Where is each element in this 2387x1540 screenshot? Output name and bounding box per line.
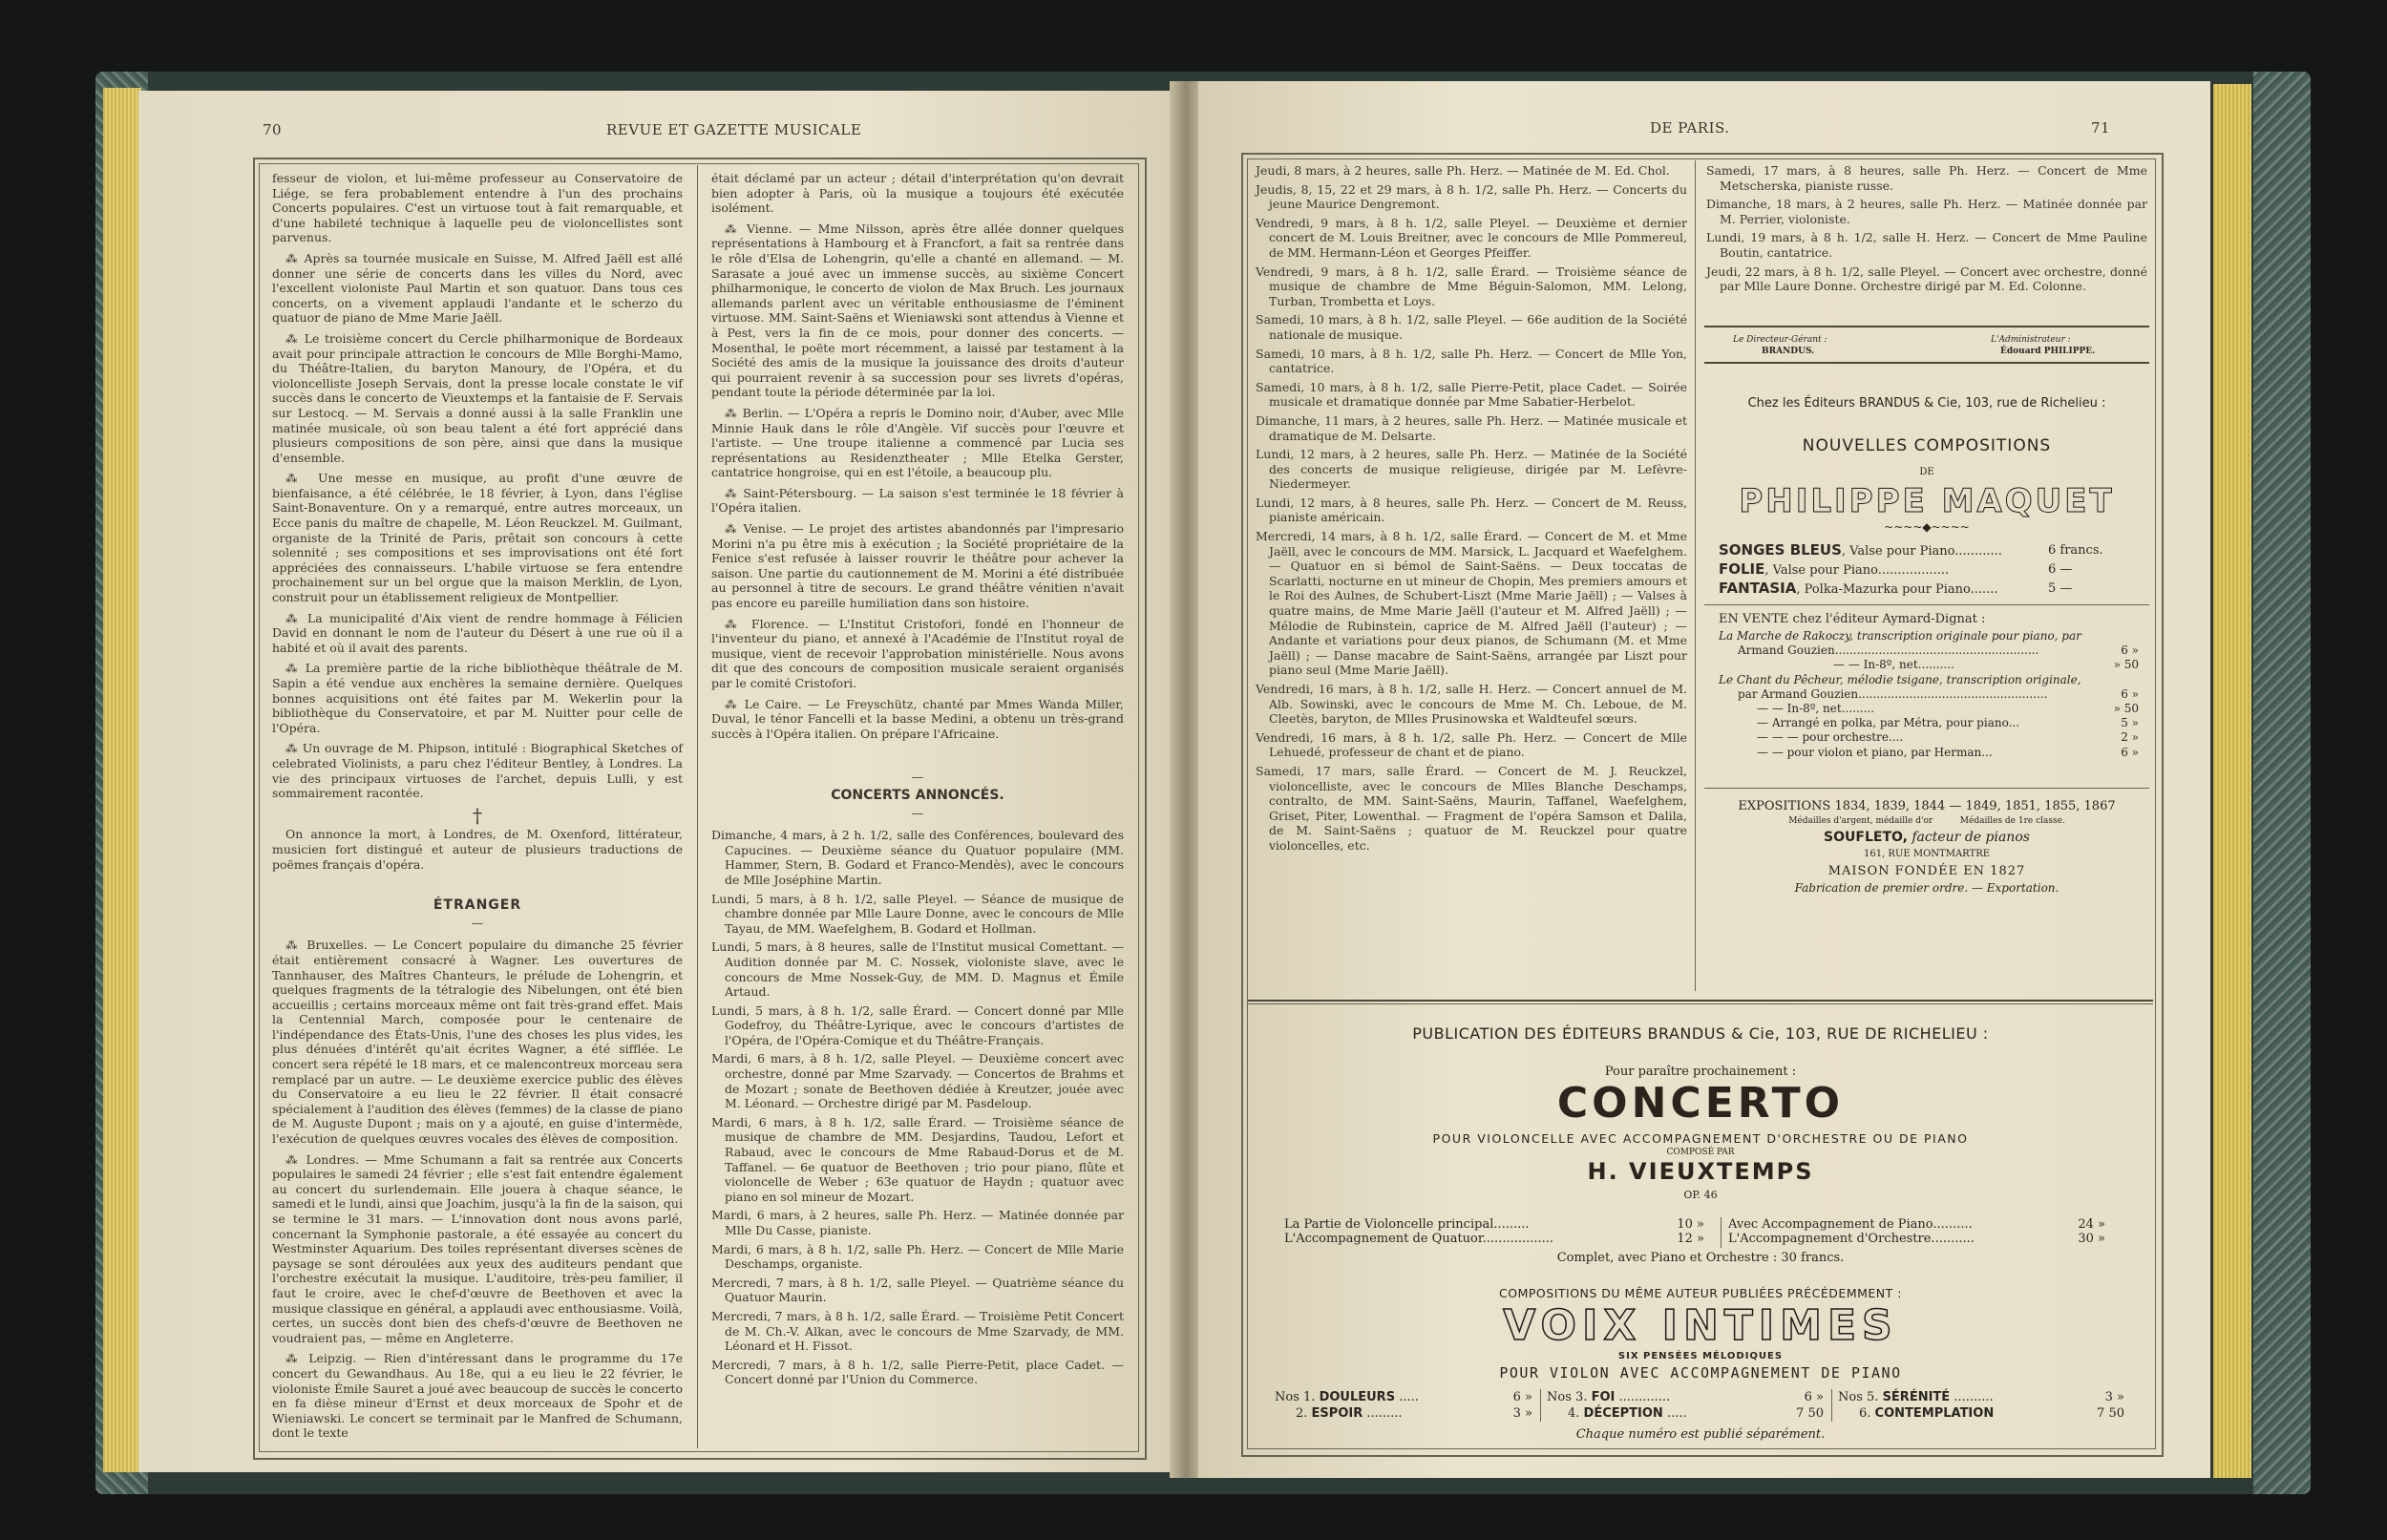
concert-entry: Mercredi, 7 mars, à 8 h. 1/2, salle Pleyel. — Quatrième séance du Quatuor Maurin. — [711, 1275, 1124, 1305]
administrator-name: Édouard PHILIPPE. — [2000, 347, 2096, 356]
concert-entry: Lundi, 12 mars, à 8 heures, salle Ph. Herz. — Concert de M. Reuss, pianiste américain. — [1256, 495, 1687, 525]
maquet-item-title: FANTASIA — [1719, 580, 1797, 597]
concert-entry: Samedi, 17 mars, à 8 heures, salle Ph. Herz. — Concert de Mme Metscherska, pianiste russe. — [1706, 163, 2147, 193]
paragraph: ⁂ Berlin. — L'Opéra a repris le Domino noir, d'Auber, avec Mlle Minnie Hauk dans le rôle d'Angèle. Vif succès pour l'œuvre et l'artiste. — Une troupe italienne a commencé par Lucia ses représentations au Residenztheater ; Mlle Etelka Gerster, cantatrice hongroise, qui en est l'étoile, a beaucoup plu. — [711, 405, 1124, 480]
price-label: L'Accompagnement de Quatuor.................. — [1284, 1232, 1554, 1246]
concert-entry: Lundi, 5 mars, à 8 heures, salle de l'Institut musical Comettant. — Audition donnée par M. C. Nossek, violoniste slave, avec le concours de Mme Nossek-Guy, de MM. D. Magnus et Émile Artaud. — [711, 939, 1124, 1000]
voix-intimes-subtitle-2: POUR VIOLON AVEC ACCOMPAGNEMENT DE PIANO — [1499, 1364, 1902, 1382]
paragraph: ⁂ Leipzig. — Rien d'intéressant dans le programme du 17e concert du Gewandhaus. Au 18e, qui a eu lieu le 22 février, le violoniste Émile Sauret a joué avec beaucoup de succès le concerto en fa dièse mineur d'Ernst et deux morceaux de Spohr et de Wieniawski. Le concert se terminait par le Manfred de Schumann, dont le texte — [272, 1351, 683, 1441]
maquet-subtitle: NOUVELLES COMPOSITIONS — [1802, 436, 2052, 455]
pieces-divider-2 — [1831, 1389, 1832, 1422]
maquet-item-price: 5 — — [2048, 581, 2073, 596]
paragraph: ⁂ Le troisième concert du Cercle philharmonique de Bordeaux avait pour principale attraction le concours de Mlle Borghi-Mamo, du Théâtre-Italien, du baryton Manoury, de l'Opéra, et du violoncelliste Joseph Servais, dont la presse locale constate le vif succès dans le concerto de Vieuxtemps et la fantaisie de F. Servais sur Lestocq. — M. Servais a donné aussi à la salle Franklin une matinée musicale, où son beau talent a été fort apprécié dans plusieurs compositions de son père, ainsi que dans la musique d'ensemble. — [272, 330, 683, 465]
price-value: 12 » — [1677, 1232, 1704, 1246]
piece-name: SÉRÉNITÉ — [1882, 1390, 1951, 1404]
price-value: 30 » — [2078, 1232, 2105, 1246]
director-title: Le Directeur-Gérant : — [1733, 335, 1827, 345]
concert-entry: Lundi, 5 mars, à 8 h. 1/2, salle Érard. — Concert donné par Mlle Godefroy, du Théâtre-Lyrique, avec le concours d'artistes de l'Opéra, de l'Opéra-Comique et du Théâtre-Français. — [711, 1002, 1124, 1047]
maquet-item-desc: , Polka-Mazurka pour Piano....... — [1796, 582, 1998, 597]
piece-name: DOULEURS — [1319, 1390, 1396, 1404]
concert-entry: Samedi, 17 mars, salle Érard. — Concert de M. J. Reuckzel, violoncelliste, avec le concours de Mlles Blanche Deschamps, contralto, de MM. Saint-Saëns, Maurin, Taffanel, Waefelghem, Griset, Piter, Lowenthal. — Fragment de l'opéra Samson et Dalila, de M. Saint-Saëns ; quatuor de M. Reuckzel pour quatre violoncelles, etc. — [1256, 763, 1687, 853]
piece-number: 2. — [1296, 1406, 1308, 1421]
concert-entry: Mardi, 6 mars, à 8 h. 1/2, salle Érard. — Troisième séance de musique de chambre de MM. Desjardins, Taudou, Lefort et Rabaud, avec le concours de Mme Rabaud-Dorus et de M. Taffanel. — 6e quatuor de Beethoven ; trio pour piano, flûte et violoncelle de Weber ; 63e quatuor de Haydn ; quatuor avec piano en sol mineur de Mozart. — [711, 1114, 1124, 1204]
voix-intimes-title: VOIX INTIMES — [1503, 1301, 1898, 1350]
dignat-rule — [1704, 788, 2149, 789]
concert-entry: Mardi, 6 mars, à 8 h. 1/2, salle Pleyel. — Deuxième concert avec orchestre, donné par Mme Szarvady. — Concertos de Brahms et de Mozart ; sonate de Beethoven dédiée à Kreutzer, jouée avec M. Léonard. — Orchestre dirigé par M. Pasdeloup. — [711, 1051, 1124, 1111]
paragraph: était déclamé par un acteur ; détail d'interprétation qu'on devrait bien adopter à Paris, où la musique a toujours été exécutée isolément. — [711, 171, 1124, 216]
maquet-de: DE — [1919, 467, 1934, 477]
piece-price: 3 » — [2104, 1390, 2124, 1404]
right-page-horizontal-rule-2 — [1248, 1003, 2153, 1004]
maquet-item-1 — [1719, 541, 2002, 559]
voix-intimes-footer: Chaque numéro est publié séparément. — [1575, 1427, 1826, 1442]
page-edges-right — [2213, 84, 2251, 1478]
maquet-item-desc: , Valse pour Piano............ — [1841, 544, 2002, 559]
dignat-list — [1719, 629, 2139, 760]
piece-number: Nos 1. — [1275, 1390, 1316, 1404]
section-heading-etranger: ÉTRANGER — [433, 897, 522, 914]
concert-entry: Dimanche, 18 mars, à 2 heures, salle Ph. Herz. — Matinée donnée par M. Perrier, violoniste. — [1706, 197, 2147, 226]
piece-price: 6 » — [1512, 1390, 1532, 1404]
administrator-title: L'Administrateur : — [1991, 335, 2071, 345]
soufleto-maker-desc: facteur de pianos — [1912, 830, 2030, 845]
signature-rule-top — [1704, 326, 2149, 327]
section-heading-concerts: CONCERTS ANNONCÉS. — [831, 787, 1004, 803]
piece-name: ESPOIR — [1311, 1406, 1363, 1421]
dignat-line: Le Chant du Pêcheur, mélodie tsigane, transcription originale, — [1719, 672, 2081, 686]
paragraph: ⁂ Un ouvrage de M. Phipson, intitulé : Biographical Sketches of celebrated Violinists, a paru chez l'éditeur Bentley, à Londres. La vie des principaux virtuoses de l'archet, depuis Lulli, y est sommairement racontée. — [272, 741, 683, 801]
vieuxtemps-soon: Pour paraître prochainement : — [1604, 1065, 1797, 1079]
maquet-publisher: Chez les Éditeurs BRANDUS & Cie, 103, rue de Richelieu : — [1747, 396, 2106, 411]
soufleto-maker-line — [1704, 830, 2149, 845]
right-page-horizontal-rule — [1248, 1000, 2153, 1002]
dignat-price: 5 » — [2121, 716, 2139, 730]
concert-entry: Mardi, 6 mars, à 8 h. 1/2, salle Ph. Herz. — Concert de Mlle Marie Deschamps, organiste. — [711, 1241, 1124, 1272]
piece-name: DÉCEPTION — [1583, 1406, 1663, 1421]
right-column-2 — [1706, 163, 2147, 298]
right-page: DE PARIS. 71 Jeudi, 8 mars, à 2 heures, salle Ph. Herz. — Matinée de M. Ed. Chol. Jeudis, 8, 15, 22 et 29 mars, à 8 h. 1/2, salle Ph. Herz. — Concerts du jeune Maurice Dengremont. Vendredi, 9 mars, à 8 h. 1/2, salle Pleyel. — Deuxième et dernier concert de M. Louis Breitner, avec le concours de Mlle Pommereul, de MM. Hermann-Léon et Georges Pfeiffer. Vendredi, 9 mars, à 8 h. 1/2, salle Érard. — Troisième séance de musique de chambre de Mme Béguin-Salomon, MM. Lelong, Turban, Trombetta et Loys. Samedi, 10 mars, à 8 h. 1/2, salle Pleyel. — 66e audition de la Société nationale de musique. Samedi, 10 mars, à 8 h. 1/2, salle Ph. Herz. — Concert de Mlle Yon, cantatrice. Samedi, 10 mars, à 8 h. 1/2, salle Pierre-Petit, place Cadet. — Soirée musicale et dramatique donnée par Mme Sabatier-Herbelot. Dimanche, 11 mars, à 2 heures, salle Ph. Herz. — Matinée musicale et dramatique de M. Delsarte. Lundi, 12 mars, à 2 heures, salle Ph. Herz. — Matinée de la Société des concerts de musique religieuse, dirigée par M. Lefèvre-Niedermeyer. Lundi, 12 mars, à 8 heures, salle Ph. Herz. — Concert de M. Reuss, pianiste américain. Mercredi, 14 mars, à 8 h. 1/2, salle Érard. — Concert de M. et Mme Jaëll, avec le concours de MM. Marsick, L. Jacquard et Waefelghem. — Quatuor en si bémol de Saint-Saëns. — Deux toccatas de Scarlatti, nocturne en ut mineur de Chopin, Mes premiers amours et le Roi des Aulnes, de Schubert-Liszt (Mme Marie Jaëll) ; — Valses à quatre mains, de Mme Marie Jaëll (l'auteur et M. Alfred Jaëll) ; — Mélodie de Rubinstein, caprice de M. Alfred Jaëll (l'auteur) ; — Andante et variations pour deux pianos, de Schumann (M. et Mme Jaëll) ; — Danse macabre de Saint-Saëns, arrangée par Liszt pour piano seul (Mme Marie Jaëll). Vendredi, 16 mars, à 8 h. 1/2, salle H. Herz. — Concert annuel de M. Alb. Sowinski, avec le concours de Mme M. Ch. Leboue, de M. Cleetès, baryton, de Mlles Prusinowska et Waldteufel sœurs. Vendredi, 16 mars, à 8 h. 1/2, salle Ph. Herz. — Concert de Mlle Lehuedé, professeur de chant et de piano. Samedi, 17 mars, salle Érard. — Concert de M. J. Reuckzel, violoncelliste, avec le concours de Mlles Blanche Deschamps, contralto, de MM. Saint-Saëns, Maurin, Taffanel, Waefelghem, Griset, Piter, Lowenthal. — Fragment de l'opéra Samson et Dalila, de M. Saint-Saëns ; quatuor de M. Reuckzel pour quatre violoncelles, etc. Samedi, 17 mars, à 8 heures, salle Ph. Herz. — Concert de Mme Metscherska, pianiste russe. Dimanche, 18 mars, à 2 heures, salle Ph. Herz. — Matinée donnée par M. Perrier, violoniste. Lundi, 19 mars, à 8 h. 1/2, salle H. Herz. — Concert de Mme Pauline Boutin, cantatrice. Jeudi, 22 mars, à 8 h. 1/2, salle Pleyel. — Concert avec orchestre, donné par Mlle Laure Donne. Orchestre dirigé par M. Ed. Colonne. Le Directeur-Gérant : BRANDUS. L'Administrateur : Édouard PHILIPPE. Chez les Éditeurs BRANDUS & Cie, 103, rue de Richelieu : NOUVELLES COMPOSITIONS DE PHILIPPE MAQUET ~~~~◆~~~~ SONGES BLEUS, Valse pour Piano............ 6 francs. FOLIE, Valse pour Piano.................. 6 — FANTASIA, Polka-Mazurka pour Piano....... 5 — EN VENTE chez l'éditeur Aymard-Dignat : La Marche de Rakoczy, transcription originale pour piano, par Armand Gouzien........................................................ 6 » — — In-8º, net.......... » 50 Le Chant du Pêcheur, mélodie tsigane, transcription originale, par Armand Gouzien.................................................... 6 » — — In-8º, net......... » 50 — Arrangé en polka, par Métra, pour piano... 5 » — — — pour orchestre.... 2 » — — pour violon et piano, par Herman... 6 » EXPOSITIONS 1834, 1839, 1844 — 1849, 1851, 1855, 1867 Médailles d'argent, médaille d'or Médailles de 1re classe. SOUFLETO, facteur de pianos 161, RUE MONTMARTRE MAISON FONDÉE EN 1827 Fabrication de premier ordre. — Exportation. PUBLICATION DES ÉDITEURS BRANDUS & Cie, 103, RUE DE RICHELIEU : Pour paraître prochainement : CONCERTO POUR VIOLONCELLE AVEC ACCOMPAGNEMENT D'ORCHESTRE OU DE PIANO COMPOSÉ PAR H. VIEUXTEMPS OP. 46 La Partie de Violoncelle principal......... 10 » L'Accompagnement de Quatuor.................. 12 » Avec Accompagnement de Piano.......... 24 » L'Accompagnement d'Orchestre........... 30 » Complet, avec Piano et Orchestre : 30 francs. COMPOSITIONS DU MÊME AUTEUR PUBLIÉES PRÉCÉDEMMENT : VOIX INTIMES SIX PENSÉES MÉLODIQUES POUR VIOLON AVEC ACCOMPAGNEMENT DE PIANO Nos 1. DOULEURS ..... 6 » 2. ESPOIR ......... 3 » Nos 3. FOI ............. 6 » 4. DÉCEPTION ..... 7 50 Nos 5. SÉRÉNITÉ .......... 3 » 6. CONTEMPLATION 7 50 Chaque numéro est publié séparément. — [1198, 81, 2210, 1478]
concert-entry: Lundi, 5 mars, à 8 h. 1/2, salle Pleyel. — Séance de musique de chambre donnée par Mlle Laure Donne, avec le concours de Mlle Tayau, de MM. Waefelghem, B. Godard et Hollman. — [711, 891, 1124, 936]
dignat-price: 6 » — [2121, 686, 2139, 701]
vieuxtemps-composer: H. VIEUXTEMPS — [1587, 1158, 1814, 1185]
concert-entry: Lundi, 12 mars, à 2 heures, salle Ph. Herz. — Matinée de la Société des concerts de musique religieuse, dirigée par M. Lefèvre-Niedermeyer. — [1256, 447, 1687, 492]
piece-number: Nos 3. — [1547, 1390, 1588, 1404]
concert-entry: Vendredi, 9 mars, à 8 h. 1/2, salle Érard. — Troisième séance de musique de chambre de Mme Béguin-Salomon, MM. Lelong, Turban, Trombetta et Loys. — [1256, 264, 1687, 308]
paragraph: ⁂ Saint-Pétersbourg. — La saison s'est terminée le 18 février à l'Opéra italien. — [711, 485, 1124, 516]
dignat-price: 2 » — [2121, 730, 2139, 745]
dignat-line: — — — pour orchestre.... — [1757, 730, 1904, 745]
vieuxtemps-opus: OP. 46 — [1683, 1189, 1718, 1201]
vieuxtemps-prices-right — [1728, 1217, 2105, 1246]
concert-entry: Vendredi, 16 mars, à 8 h. 1/2, salle H. Herz. — Concert annuel de M. Alb. Sowinski, avec le concours de Mme M. Ch. Leboue, de M. Cleetès, baryton, de Mlles Prusinowska et Waldteufel sœurs. — [1256, 682, 1687, 727]
paragraph: ⁂ Après sa tournée musicale en Suisse, M. Alfred Jaëll est allé donner une série de concerts dans les villes du Nord, avec l'excellent violoniste Paul Martin et son quatuor. Dans tous ces concerts, on a vivement applaudi l'andante et le scherzo du quatuor de piano de Mme Marie Jaëll. — [272, 250, 683, 326]
obituary-cross: † — [473, 803, 482, 827]
left-column-1: fesseur de violon, et lui-même professeur au Conservatoire de Liége, se fera probablement entendre à l'un des prochains Concerts populaires. C'est un virtuose tout à fait remarquable, et d'une habileté technique à laquelle peu de violoncellistes sont parvenus. ⁂ Après sa tournée musicale en Suisse, M. Alfred Jaëll est allé donner une série de concerts dans les villes du Nord, avec l'excellent violoniste Paul Martin et son quatuor. Dans tous ces concerts, on a vivement applaudi l'andante et le scherzo du quatuor de piano de Mme Marie Jaëll. ⁂ Le troisième concert du Cercle philharmonique de Bordeaux avait pour principale attraction le concours de Mlle Borghi-Mamo, du Théâtre-Italien, du baryton Manoury, de l'Opéra, et du violoncelliste Joseph Servais, dont la presse locale constate le vif succès dans le concerto de Vieuxtemps et la fantaisie de F. Servais sur Lestocq. — M. Servais a donné aussi à la salle Franklin une matinée musicale, où son beau talent a été fort apprécié dans plusieurs compositions de son père, ainsi que dans la musique d'ensemble. ⁂ Une messe en musique, au profit d'une œuvre de bienfaisance, a été célébrée, le 18 février, à Lyon, dans l'église Saint-Bonaventure. On y a remarqué, entre autres morceaux, un Ecce panis du maître de chapelle, M. Léon Reuckzel. M. Guilmant, organiste de la Trinité de Paris, prêtait son concours à cette solennité ; ses compositions et ses improvisations ont été fort appréciées des connaisseurs. L'habile virtuose se fera entendre prochainement sur un bel orgue que la maison Merklin, de Lyon, construit pour un établissement religieux de Montpellier. ⁂ La municipalité d'Aix vient de rendre hommage à Félicien David en donnant le nom de l'auteur du Désert à une rue où il a habité et où il avait des parents. ⁂ La première partie de la riche bibliothèque théâtrale de M. Sapin a été vendue aux enchères la semaine dernière. Quelques bonnes acquisitions ont été faites par M. Wekerlin pour la bibliothèque du Conservatoire, et par M. Nuitter pour celle de l'Opéra. ⁂ Un ouvrage de M. Phipson, intitulé : Biographical Sketches of celebrated Violinists, a paru chez l'éditeur Bentley, à Londres. La vie des principaux virtuoses de l'archet, depuis Lulli, y est sommairement racontée. † On annonce la mort, à Londres, de M. Oxenford, littérateur, musicien fort distingué et auteur de plusieurs traductions de poëmes français d'opéra. ÉTRANGER — ⁂ Bruxelles. — Le Concert populaire du dimanche 25 février était entièrement consacré à Wagner. Les ouvertures de Tannhauser, des Maîtres Chanteurs, le prélude de Lohengrin, et quelques fragments de la tétralogie des Nibelungen, ont été bien accueillis ; certains morceaux même ont fait très-grand effet. Mais la Centennial March, composée pour le centenaire de l'indépendance des États-Unis, l'une des choses les plus vides, les plus dénuées d'intérêt qu'ait écrites Wagner, a été sifflée. Le concert sera répété le 18 mars, et ce malencontreux morceau sera remplacé par un autre. — Le deuxième exercice public des élèves du Conservatoire a eu lieu le 22 février. Il était consacré spécialement à l'audition des élèves (femmes) de la classe de piano de M. Auguste Dupont ; mais on y a ajouté, en guise d'intermède, l'exécution de quelques œuvres vocales des élèves de composition. ⁂ Londres. — Mme Schumann a fait sa rentrée aux Concerts populaires le samedi 24 février ; elle s'est fait entendre également au concert du surlendemain. Elle jouera à chaque séance, le samedi et le lundi, ainsi que Joachim, jusqu'à la fin de la saison, qui se termine le 31 mars. — L'innovation dont nous avons parlé, concernant la Symphonie pastorale, a été essayée au concert du Westminster Aquarium. Des toiles représentant diverses scènes de paysage se sont déroulées aux yeux des auditeurs pendant que l'orchestre exécutait la musique. L'auditoire, très-peu familier, il faut le croire, avec le chef-d'œuvre de Beethoven et avec la musique classique en général, a applaudi avec enthousiasme. Voilà, certes, un succès dont bien des chefs-d'œuvre de Beethoven ne voudraient pas, — même en Angleterre. ⁂ Leipzig. — Rien d'intéressant dans le programme du 17e concert du Gewandhaus. Au 18e, qui a eu lieu le 22 février, le violoniste Émile Sauret a joué avec beaucoup de succès le concerto en fa dièse mineur d'Ernst et deux morceaux de Spohr et de Wieniawski. Le concert se terminait par le Manfred de Schumann, dont le texte — [272, 171, 683, 1441]
price-label: La Partie de Violoncelle principal......... — [1284, 1217, 1530, 1232]
left-column-2: était déclamé par un acteur ; détail d'interprétation qu'on devrait bien adopter à Paris, où la musique a toujours été exécutée isolément. ⁂ Vienne. — Mme Nilsson, après être allée donner quelques représentations à Hambourg et à Francfort, a fait sa rentrée dans le rôle d'Elsa de Lohengrin, qu'elle a chanté en allemand. — M. Sarasate a joué avec un immense succès, au sixième Concert philharmonique, le concerto de violon de Max Bruch. Les journaux allemands parlent avec un véritable enthousiasme de l'éminent virtuose. MM. Saint-Saëns et Wieniawski sont attendus à Vienne et à Pest, vers la fin de ce mois, pour donner des concerts. — Mosenthal, le poëte mort récemment, a laissé par testament à la Société des amis de la musique la jouissance des droits d'auteur qui pourraient revenir à sa succession pour ses livrets d'opéras, pendant toute la période déterminée par la loi. ⁂ Berlin. — L'Opéra a repris le Domino noir, d'Auber, avec Mlle Minnie Hauk dans le rôle d'Angèle. Vif succès pour l'œuvre et l'artiste. — Une troupe italienne a commencé par Lucia ses représentations au Residenztheater ; Mlle Etelka Gerster, cantatrice hongroise, qui en est l'étoile, a beaucoup plu. ⁂ Saint-Pétersbourg. — La saison s'est terminée le 18 février à l'Opéra italien. ⁂ Venise. — Le projet des artistes abandonnés par l'impresario Morini n'a pu être mis à exécution ; la Société propriétaire de la Fenice s'est refusée à laisser rouvrir le théâtre pour achever la saison. Une partie du cautionnement de M. Morini a été distribuée au personnel à titre de secours. Le grand théâtre vénitien n'avait pas encore eu pareille humiliation dans son histoire. ⁂ Florence. — L'Institut Cristofori, fondé en l'honneur de l'inventeur du piano, et annexé à l'Académie de l'Institut royal de musique, vient de recevoir l'approbation ministérielle. Nous avons dit que des concours de composition musicale seraient organisés par le comité Cristofori. ⁂ Le Caire. — Le Freyschütz, chanté par Mmes Wanda Miller, Duval, le ténor Fancelli et la basse Medini, a obtenu un très-grand succès à l'Opéra italien. On prépare l'Africaine. — CONCERTS ANNONCÉS. — Dimanche, 4 mars, à 2 h. 1/2, salle des Conférences, boulevard des Capucines. — Deuxième séance du Quatuor populaire (MM. Hammer, Stern, B. Godard et Franco-Mendès), avec le concours de Mlle Joséphine Martin. Lundi, 5 mars, à 8 h. 1/2, salle Pleyel. — Séance de musique de chambre donnée par Mlle Laure Donne, avec le concours de Mlle Tayau, de MM. Waefelghem, B. Godard et Hollman. Lundi, 5 mars, à 8 heures, salle de l'Institut musical Comettant. — Audition donnée par M. C. Nossek, violoniste slave, avec le concours de Mme Nossek-Guy, de MM. D. Magnus et Émile Artaud. Lundi, 5 mars, à 8 h. 1/2, salle Érard. — Concert donné par Mlle Godefroy, du Théâtre-Lyrique, avec le concours d'artistes de l'Opéra, de l'Opéra-Comique et du Théâtre-Français. Mardi, 6 mars, à 8 h. 1/2, salle Pleyel. — Deuxième concert avec orchestre, donné par Mme Szarvady. — Concertos de Brahms et de Mozart ; sonate de Beethoven dédiée à Kreutzer, jouée avec M. Léonard. — Orchestre dirigé par M. Pasdeloup. Mardi, 6 mars, à 8 h. 1/2, salle Érard. — Troisième séance de musique de chambre de MM. Desjardins, Taudou, Lefort et Rabaud, avec le concours de Mme Rabaud-Dorus et de M. Taffanel. — 6e quatuor de Beethoven ; trio pour piano, flûte et violoncelle de Weber ; 63e quatuor de Haydn ; quatuor avec piano en sol mineur de Mozart. Mardi, 6 mars, à 2 heures, salle Ph. Herz. — Matinée donnée par Mlle Du Casse, pianiste. Mardi, 6 mars, à 8 h. 1/2, salle Ph. Herz. — Concert de Mlle Marie Deschamps, organiste. Mercredi, 7 mars, à 8 h. 1/2, salle Pleyel. — Quatrième séance du Quatuor Maurin. Mercredi, 7 mars, à 8 h. 1/2, salle Érard. — Troisième Petit Concert de M. Ch.-V. Alkan, avec le concours de Mme Szarvady, de MM. Léonard et H. Fissot. Mercredi, 7 mars, à 8 h. 1/2, salle Pierre-Petit, place Cadet. — Concert donné par l'Union du Commerce. — [711, 171, 1124, 1387]
price-label: L'Accompagnement d'Orchestre........... — [1728, 1232, 1975, 1246]
dignat-line: — — pour violon et piano, par Herman... — [1757, 745, 1993, 759]
concert-entry: Jeudis, 8, 15, 22 et 29 mars, à 8 h. 1/2, salle Ph. Herz. — Concerts du jeune Maurice Dengremont. — [1256, 181, 1687, 212]
vieuxtemps-subtitle: POUR VIOLONCELLE AVEC ACCOMPAGNEMENT D'ORCHESTRE OU DE PIANO — [1432, 1131, 1969, 1146]
soufleto-founded: MAISON FONDÉE EN 1827 — [1827, 864, 2026, 878]
concert-entry: Dimanche, 11 mars, à 2 heures, salle Ph. Herz. — Matinée musicale et dramatique de M. Delsarte. — [1256, 412, 1687, 443]
concert-entry: Mercredi, 7 mars, à 8 h. 1/2, salle Érard. — Troisième Petit Concert de M. Ch.-V. Alkan, avec le concours de Mme Szarvady, de MM. Léonard et H. Fissot. — [711, 1308, 1124, 1354]
page-number-right: 71 — [2091, 119, 2111, 137]
marbled-cover-right — [2253, 72, 2311, 1494]
piece-name: FOI — [1591, 1390, 1616, 1404]
piece-name: CONTEMPLATION — [1874, 1406, 1995, 1421]
paragraph: ⁂ La municipalité d'Aix vient de rendre hommage à Félicien David en donnant le nom de l'auteur du Désert à une rue où il a habité et où il avait des parents. — [272, 610, 683, 655]
vieuxtemps-previous: COMPOSITIONS DU MÊME AUTEUR PUBLIÉES PRÉCÉDEMMENT : — [1499, 1286, 1902, 1300]
dignat-line: Armand Gouzien........................................................ — [1738, 643, 2039, 658]
running-head-left: REVUE ET GAZETTE MUSICALE — [606, 121, 862, 138]
piece-price: 3 » — [1512, 1406, 1532, 1421]
maquet-item-desc: , Valse pour Piano.................. — [1764, 563, 1950, 578]
concert-entry: Samedi, 10 mars, à 8 h. 1/2, salle Pierre-Petit, place Cadet. — Soirée musicale et dramatique donnée par Mme Sabatier-Herbelot. — [1256, 379, 1687, 410]
right-column-1 — [1256, 163, 1687, 857]
piece-price: 7 50 — [1796, 1406, 1824, 1421]
page-edges-left — [103, 88, 141, 1472]
soufleto-maker: SOUFLETO, — [1824, 830, 1908, 845]
concert-entry: Lundi, 19 mars, à 8 h. 1/2, salle H. Herz. — Concert de Mme Pauline Boutin, cantatrice. — [1706, 230, 2147, 260]
paragraph: fesseur de violon, et lui-même professeur au Conservatoire de Liége, se fera probablement entendre à l'un des prochains Concerts populaires. C'est un virtuose tout à fait remarquable, et d'une habileté technique à laquelle peu de violoncellistes sont parvenus. — [272, 171, 683, 245]
director-name: BRANDUS. — [1762, 347, 1815, 356]
piece-price: 6 » — [1804, 1390, 1824, 1404]
concert-entry: Mercredi, 7 mars, à 8 h. 1/2, salle Pierre-Petit, place Cadet. — Concert donné par l'Union du Commerce. — [711, 1357, 1124, 1387]
concert-entry: Dimanche, 4 mars, à 2 h. 1/2, salle des Conférences, boulevard des Capucines. — Deuxième séance du Quatuor populaire (MM. Hammer, Stern, B. Godard et Franco-Mendès), avec le concours de Mlle Joséphine Martin. — [711, 828, 1124, 887]
dignat-line: par Armand Gouzien.................................................... — [1738, 686, 2048, 701]
pieces-group-1: Nos 1. DOULEURS ..... 6 » 2. ESPOIR ......... 3 » — [1275, 1390, 1532, 1421]
paragraph: ⁂ Venise. — Le projet des artistes abandonnés par l'impresario Morini n'a pu être mis à exécution ; la Société propriétaire de la Fenice s'est refusée à laisser rouvrir le théâtre pour achever la saison. Une partie du cautionnement de M. Morini a été distribuée au personnel à titre de secours. Le grand théâtre vénitien n'avait pas encore eu pareille humiliation dans son histoire. — [711, 521, 1124, 611]
dignat-heading: EN VENTE chez l'éditeur Aymard-Dignat : — [1719, 612, 1986, 626]
dignat-line: — Arrangé en polka, par Métra, pour piano... — [1757, 716, 2020, 730]
soufleto-fabrication: Fabrication de premier ordre. — Exportation. — [1794, 881, 2060, 895]
soufleto-medals: Médailles d'argent, médaille d'or Médailles de 1re classe. — [1788, 816, 2065, 826]
running-head-right: DE PARIS. — [1650, 119, 1730, 137]
page-number-left: 70 — [263, 121, 283, 138]
signature-rule-bottom — [1704, 362, 2149, 364]
obituary-paragraph: On annonce la mort, à Londres, de M. Oxenford, littérateur, musicien fort distingué et auteur de plusieurs traductions de poëmes français d'opéra. — [272, 827, 683, 872]
maquet-item-price: 6 — — [2048, 562, 2073, 577]
vieuxtemps-title: CONCERTO — [1556, 1079, 1845, 1128]
concert-entry: Samedi, 10 mars, à 8 h. 1/2, salle Ph. Herz. — Concert de Mlle Yon, cantatrice. — [1256, 346, 1687, 376]
maquet-item-price: 6 francs. — [2048, 543, 2103, 558]
paragraph: ⁂ Vienne. — Mme Nilsson, après être allée donner quelques représentations à Hambourg et à Francfort, a fait sa rentrée dans le rôle d'Elsa de Lohengrin, qu'elle a chanté en allemand. — M. Sarasate a joué avec un immense succès, au sixième Concert philharmonique, le concerto de violon de Max Bruch. Les journaux allemands parlent avec un véritable enthousiasme de l'éminent virtuose. MM. Saint-Saëns et Wieniawski sont attendus à Vienne et à Pest, vers la fin de ce mois, pour donner des concerts. — Mosenthal, le poëte mort récemment, a laissé par testament à la Société des amis de la musique la jouissance des droits d'auteur qui pourraient revenir à sa succession pour ses livrets d'opéras, pendant toute la période déterminée par la loi. — [711, 221, 1124, 400]
maquet-rule — [1704, 604, 2149, 605]
pieces-group-3: Nos 5. SÉRÉNITÉ .......... 3 » 6. CONTEMPLATION 7 50 — [1838, 1390, 2124, 1421]
maquet-item-2 — [1719, 560, 1949, 578]
paragraph: ⁂ La première partie de la riche bibliothèque théâtrale de M. Sapin a été vendue aux enchères la semaine dernière. Quelques bonnes acquisitions ont été faites par M. Wekerlin pour la bibliothèque du Conservatoire, et par M. Nuitter pour celle de l'Opéra. — [272, 661, 683, 735]
concert-entry: Jeudi, 22 mars, à 8 h. 1/2, salle Pleyel. — Concert avec orchestre, donné par Mlle Laure Donne. Orchestre dirigé par M. Ed. Colonne. — [1706, 264, 2147, 294]
dignat-price: » 50 — [2113, 702, 2139, 716]
vieuxtemps-compose: COMPOSÉ PAR — [1666, 1148, 1735, 1157]
concert-entry: Mardi, 6 mars, à 2 heures, salle Ph. Herz. — Matinée donnée par Mlle Du Casse, pianiste. — [711, 1208, 1124, 1237]
concert-entry: Jeudi, 8 mars, à 2 heures, salle Ph. Herz. — Matinée de M. Ed. Chol. — [1256, 163, 1670, 178]
maquet-item-3 — [1719, 580, 1998, 597]
concert-entry: Mercredi, 14 mars, à 8 h. 1/2, salle Érard. — Concert de M. et Mme Jaëll, avec le concours de MM. Marsick, L. Jacquard et Waefelghem. — Quatuor en si bémol de Saint-Saëns. — Deux toccatas de Scarlatti, nocturne en ut mineur de Chopin, Mes premiers amours et le Roi des Aulnes, de Schubert-Liszt (Mme Marie Jaëll) ; — Valses à quatre mains, de Mme Marie Jaëll (l'auteur et M. Alfred Jaëll) ; — Mélodie de Rubinstein, caprice de M. Alfred Jaëll (l'auteur) ; — Andante et variations pour deux pianos, de Schumann (M. et Mme Jaëll) ; — Danse macabre de Saint-Saëns, arrangée par Liszt pour piano seul (Mme Marie Jaëll). — [1256, 529, 1687, 678]
right-column-divider — [1695, 160, 1696, 991]
soufleto-expositions: EXPOSITIONS 1834, 1839, 1844 — 1849, 1851, 1855, 1867 — [1738, 799, 2116, 813]
vieuxtemps-complet: Complet, avec Piano et Orchestre : 30 francs. — [1556, 1251, 1845, 1265]
dignat-line: — — In-8º, net......... — [1757, 702, 1875, 716]
price-value: 10 » — [1677, 1217, 1704, 1232]
pieces-divider-1 — [1540, 1389, 1541, 1422]
left-page — [138, 91, 1174, 1472]
maquet-item-title: SONGES BLEUS — [1719, 541, 1842, 559]
price-value: 24 » — [2078, 1217, 2105, 1232]
piece-number: 4. — [1568, 1406, 1580, 1421]
price-label: Avec Accompagnement de Piano.......... — [1728, 1217, 1973, 1232]
paragraph: ⁂ Londres. — Mme Schumann a fait sa rentrée aux Concerts populaires le samedi 24 février ; elle s'est fait entendre également au concert du surlendemain. Elle jouera à chaque séance, le samedi et le lundi, ainsi que Joachim, jusqu'à la fin de la saison, qui se termine le 31 mars. — L'innovation dont nous avons parlé, concernant la Symphonie pastorale, a été essayée au concert du Westminster Aquarium. Des toiles représentant diverses scènes de paysage se sont déroulées aux yeux des auditeurs pendant que l'orchestre exécutait la musique. L'auditoire, très-peu familier, il faut le croire, avec le chef-d'œuvre de Beethoven et avec la musique classique en général, a applaudi avec enthousiasme. Voilà, certes, un succès dont bien des chefs-d'œuvre de Beethoven ne voudraient pas, — même en Angleterre. — [272, 1151, 683, 1345]
soufleto-address: 161, RUE MONTMARTRE — [1863, 849, 1991, 859]
paragraph: ⁂ Florence. — L'Institut Cristofori, fondé en l'honneur de l'inventeur du piano, et annexé à l'Académie de l'Institut royal de musique, vient de recevoir l'approbation ministérielle. Nous avons dit que des concours de composition musicale seraient organisés par le comité Cristofori. — [711, 616, 1124, 690]
maquet-composer: PHILIPPE MAQUET — [1739, 482, 2115, 520]
concert-entry: Vendredi, 16 mars, à 8 h. 1/2, salle Ph. Herz. — Concert de Mlle Lehuedé, professeur de chant et de piano. — [1256, 729, 1687, 760]
dignat-price: » 50 — [2113, 658, 2139, 672]
dignat-price: 6 » — [2121, 643, 2139, 658]
voix-intimes-subtitle: SIX PENSÉES MÉLODIQUES — [1617, 1351, 1784, 1361]
piece-number: Nos 5. — [1838, 1390, 1879, 1404]
pieces-group-2: Nos 3. FOI ............. 6 » 4. DÉCEPTION ..... 7 50 — [1547, 1390, 1824, 1421]
paragraph: ⁂ Une messe en musique, au profit d'une œuvre de bienfaisance, a été célébrée, le 18 février, à Lyon, dans l'église Saint-Bonaventure. On y a remarqué, entre autres morceaux, un Ecce panis du maître de chapelle, M. Léon Reuckzel. M. Guilmant, organiste de la Trinité de Paris, prêtait son concours à cette solennité ; ses compositions et ses improvisations ont été fort appréciées des connaisseurs. L'habile virtuose se fera entendre prochainement sur un bel orgue que la maison Merklin, de Lyon, construit pour un établissement religieux de Montpellier. — [272, 471, 683, 605]
concert-entry: Vendredi, 9 mars, à 8 h. 1/2, salle Pleyel. — Deuxième et dernier concert de M. Louis Breitner, avec le concours de Mlle Pommereul, de MM. Hermann-Léon et Georges Pfeiffer. — [1256, 215, 1687, 260]
dignat-line: — — In-8º, net.......... — [1833, 658, 1954, 672]
vieuxtemps-publisher: PUBLICATION DES ÉDITEURS BRANDUS & Cie, 103, RUE DE RICHELIEU : — [1412, 1024, 1989, 1043]
vieuxtemps-price-divider — [1721, 1217, 1722, 1248]
left-column-divider — [697, 165, 698, 1448]
vieuxtemps-prices-left — [1284, 1217, 1704, 1246]
dignat-price: 6 » — [2121, 745, 2139, 759]
paragraph: ⁂ Bruxelles. — Le Concert populaire du dimanche 25 février était entièrement consacré à Wagner. Les ouvertures de Tannhauser, des Maîtres Chanteurs, le prélude de Lohengrin, et quelques fragments de la tétralogie des Nibelungen, ont été bien accueillis ; certains morceaux même ont fait très-grand effet. Mais la Centennial March, composée pour le centenaire de l'indépendance des États-Unis, l'une des choses les plus vides, les plus dénuées d'intérêt qu'ait écrites Wagner, a été sifflée. Le concert sera répété le 18 mars, et ce malencontreux morceau sera remplacé par un autre. — Le deuxième exercice public des élèves du Conservatoire a eu lieu le 22 février. Il était consacré spécialement à l'audition des élèves (femmes) de la classe de piano de M. Auguste Dupont ; mais on y a ajouté, en guise d'intermède, l'exécution de quelques œuvres vocales des élèves de composition. — [272, 938, 683, 1147]
piece-price: 7 50 — [2097, 1406, 2124, 1421]
dignat-line: La Marche de Rakoczy, transcription originale pour piano, par — [1719, 629, 2081, 643]
piece-number: 6. — [1859, 1406, 1871, 1421]
paragraph: ⁂ Le Caire. — Le Freyschütz, chanté par Mmes Wanda Miller, Duval, le ténor Fancelli et la basse Medini, a obtenu un très-grand succès à l'Opéra italien. On prépare l'Africaine. — [711, 696, 1124, 741]
maquet-item-title: FOLIE — [1719, 560, 1765, 578]
concert-entry: Samedi, 10 mars, à 8 h. 1/2, salle Pleyel. — 66e audition de la Société nationale de musique. — [1256, 312, 1687, 342]
